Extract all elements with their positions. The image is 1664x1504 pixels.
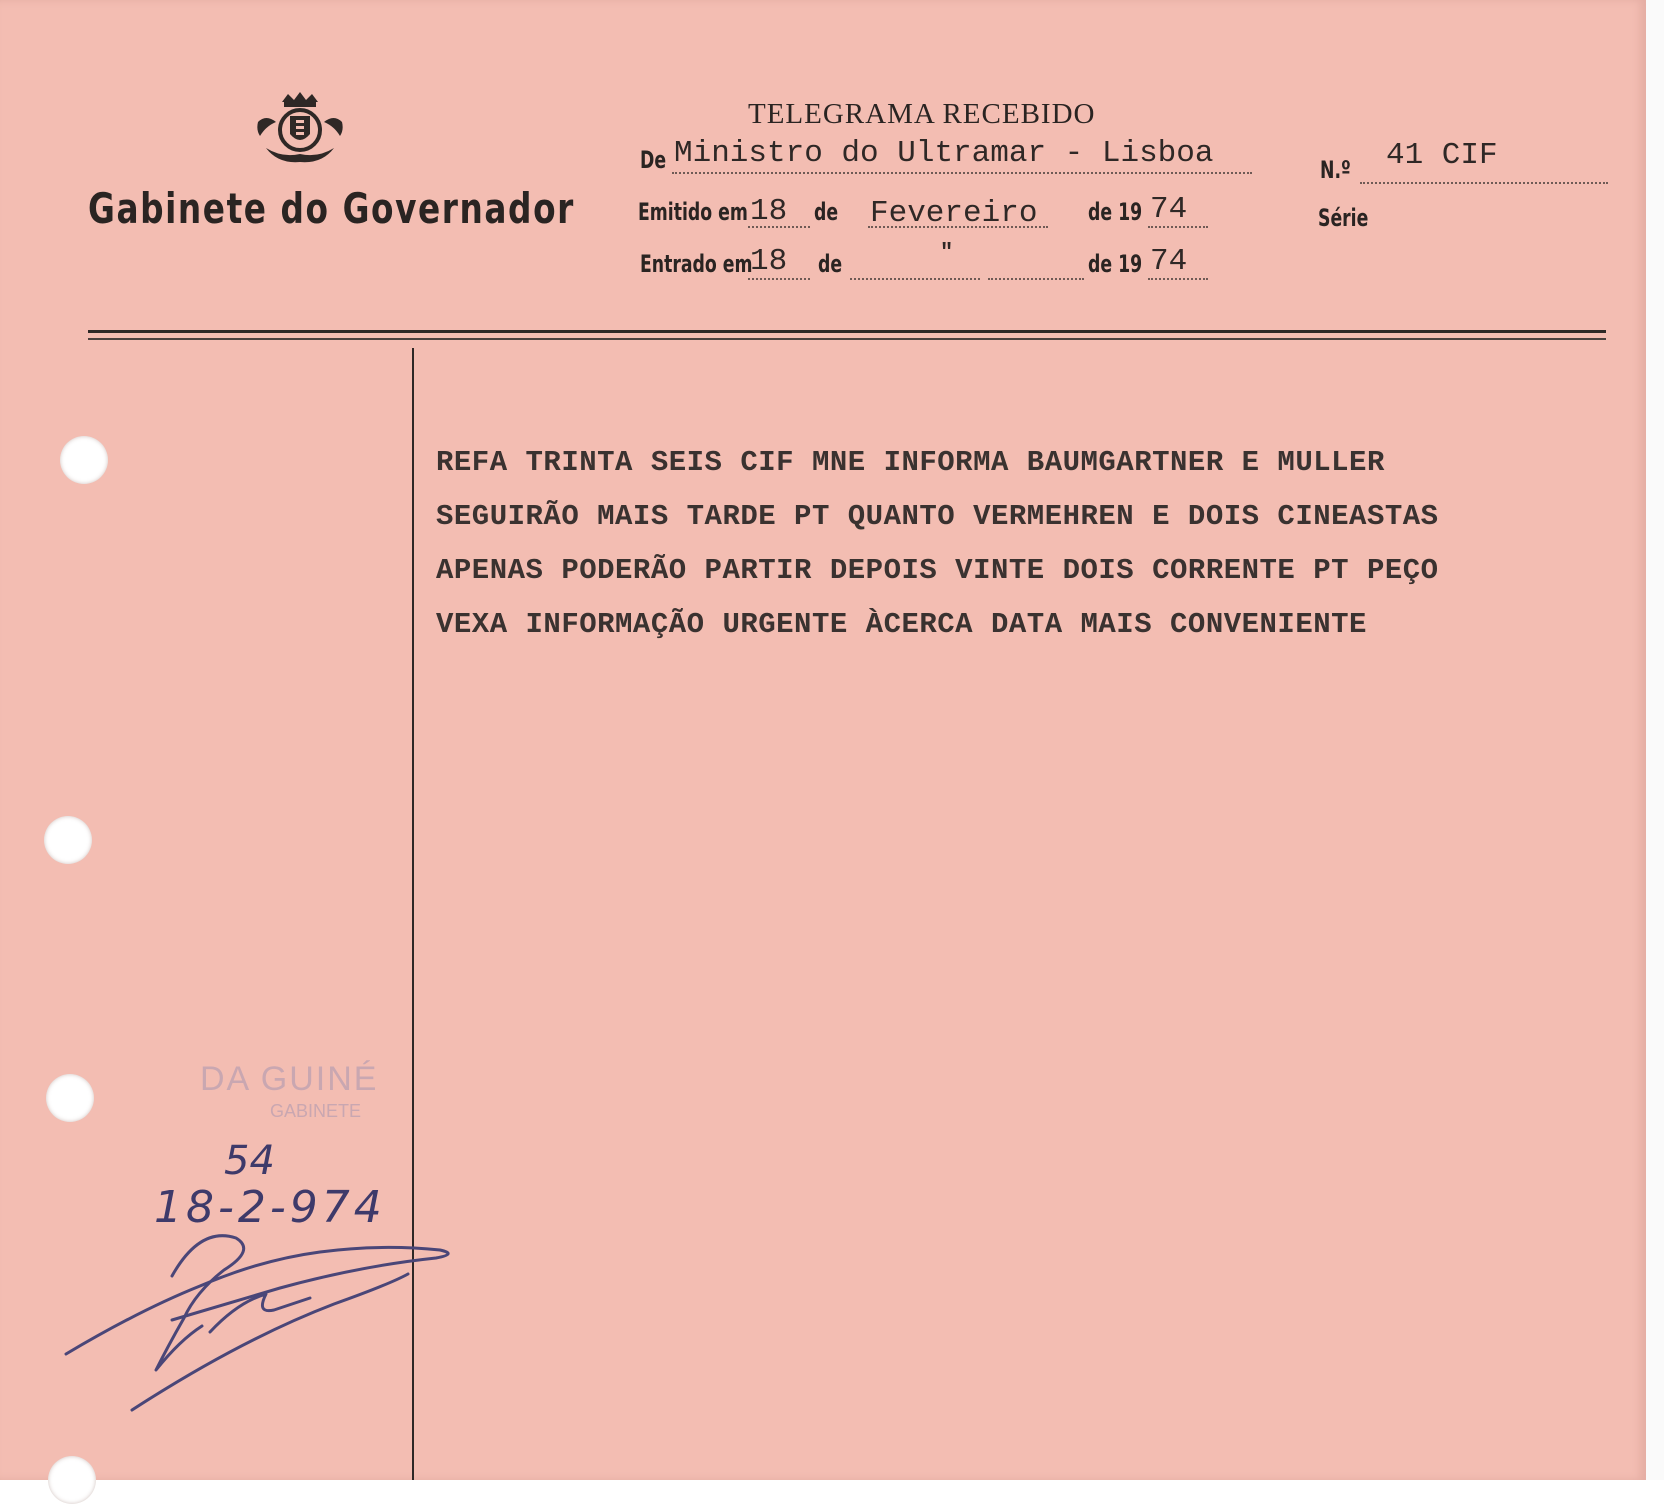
emitido-day: 18 <box>750 194 788 229</box>
entrado-year-underline <box>1148 278 1208 280</box>
stamp-line-2: GABINETE <box>270 1101 362 1121</box>
office-name: Gabinete do Governador <box>88 184 575 233</box>
entrado-month: " <box>940 240 954 265</box>
stamp-line-1: DA GUINÉ <box>200 1060 379 1098</box>
message-line: REFA TRINTA SEIS CIF MNE INFORMA BAUMGARTNER E MULLER <box>436 446 1385 479</box>
emitido-year-underline <box>1148 226 1208 228</box>
punch-hole <box>44 816 92 864</box>
entrado-de-label: de <box>818 250 843 278</box>
entrado-month-underline-2 <box>988 278 1084 280</box>
from-underline <box>672 172 1252 174</box>
faded-stamp <box>200 1060 420 1122</box>
entrado-de19-label: de 19 <box>1088 250 1143 278</box>
emitido-month-underline <box>868 226 1048 228</box>
handwritten-number: 54 <box>224 1138 275 1184</box>
punch-hole <box>60 436 108 484</box>
message-body <box>436 436 1616 652</box>
message-line: VEXA INFORMAÇÃO URGENTE ÀCERCA DATA MAIS CONVENIENTE <box>436 608 1367 641</box>
serie-label: Série <box>1318 204 1369 232</box>
header-rule <box>88 330 1606 333</box>
message-line: SEGUIRÃO MAIS TARDE PT QUANTO VERMEHREN E DOIS CINEASTAS <box>436 500 1439 533</box>
emitido-label: Emitido em <box>638 198 748 226</box>
entrado-year: 74 <box>1150 244 1188 279</box>
header-rule-secondary <box>88 338 1606 340</box>
entrado-label: Entrado em <box>640 250 753 278</box>
signature <box>60 1230 480 1420</box>
punch-hole <box>48 1456 96 1504</box>
emitido-day-underline <box>748 226 810 228</box>
emitido-de19-label: de 19 <box>1088 198 1143 226</box>
entrado-month-underline <box>850 278 980 280</box>
form-title: TELEGRAMA RECEBIDO <box>748 98 1096 130</box>
message-line: APENAS PODERÃO PARTIR DEPOIS VINTE DOIS CORRENTE PT PEÇO <box>436 554 1439 587</box>
handwritten-date: 18-2-974 <box>154 1182 386 1233</box>
punch-hole <box>46 1074 94 1122</box>
from-value: Ministro do Ultramar - Lisboa <box>674 136 1214 171</box>
entrado-day-underline <box>748 278 810 280</box>
emitido-year: 74 <box>1150 192 1188 227</box>
number-underline <box>1360 182 1608 184</box>
number-value: 41 CIF <box>1386 138 1498 173</box>
entrado-day: 18 <box>750 244 788 279</box>
scan-margin <box>1646 0 1664 1480</box>
coat-of-arms-icon <box>252 92 348 166</box>
emitido-month: Fevereiro <box>870 196 1038 231</box>
from-label: De <box>640 146 667 174</box>
emitido-de-label: de <box>814 198 839 226</box>
number-label: N.º <box>1320 156 1351 184</box>
